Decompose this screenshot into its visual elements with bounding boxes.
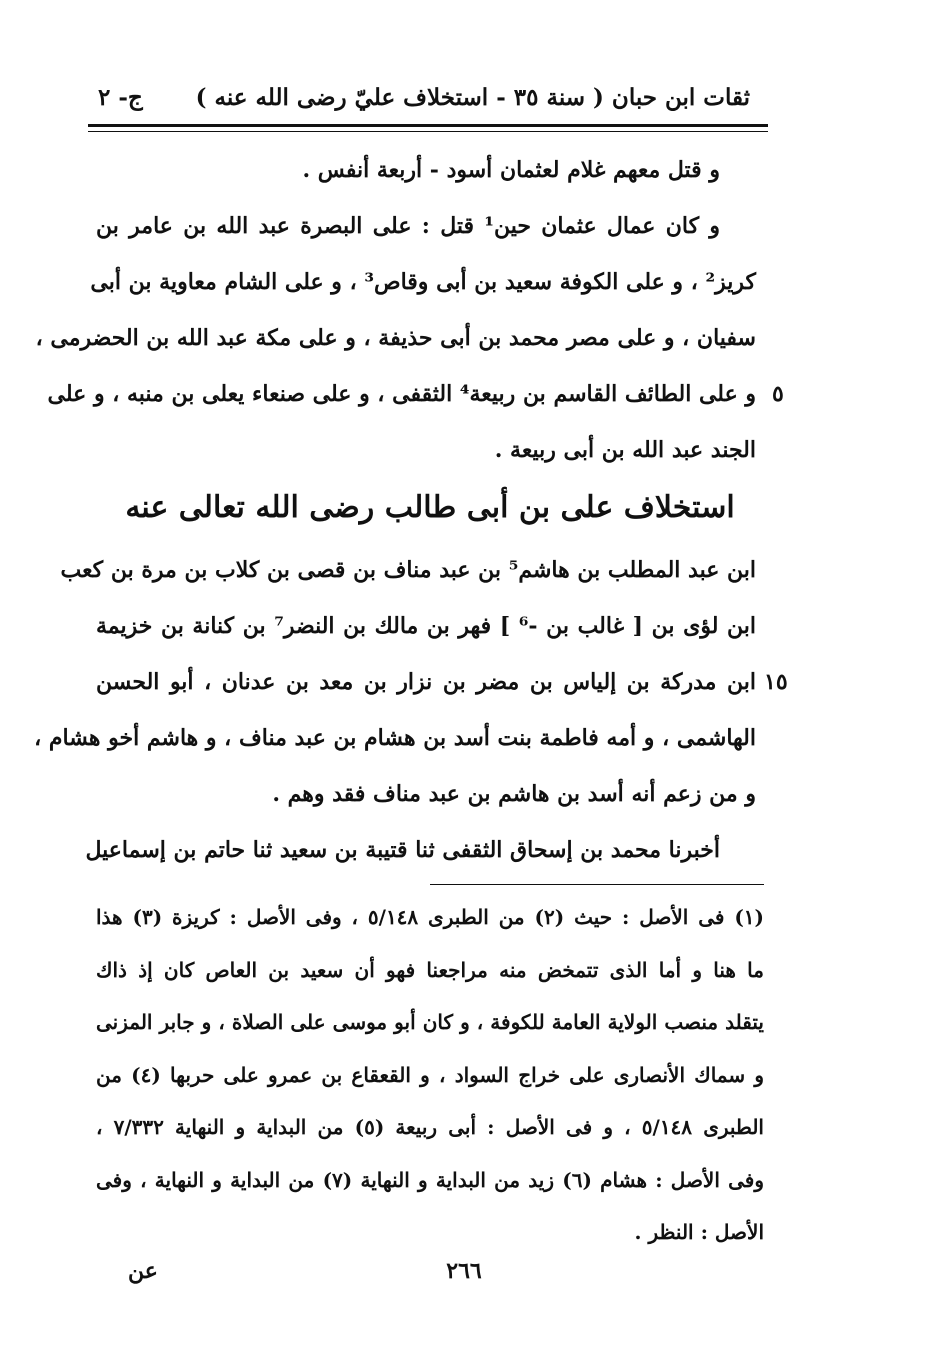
text-line: ابن لؤى بن [ غالب بن -⁶ ] فهر بن مالك بن النضر⁷ بن كنانة بن خزيمة xyxy=(96,613,756,639)
footnote-line: الطبرى ٥/١٤٨ ، و فى الأصل : أبى ربيعة (٥) من البداية و النهاية ٧/٣٣٢ ، xyxy=(96,1115,764,1139)
running-header xyxy=(92,76,764,120)
footnote-rule xyxy=(430,884,764,885)
header-title: ثقات ابن حبان ( سنة ٣٥ - استخلاف عليّ رضى الله عنه ) xyxy=(195,84,750,111)
footnotes xyxy=(96,891,764,1259)
footnote-line: وفى الأصل : هشام (٦) زيد من البداية و النهاية (٧) من البداية و النهاية ، وفى xyxy=(96,1167,765,1192)
text-line: الجند عبد الله بن أبى ربيعة . xyxy=(494,437,756,463)
footnote-line: يتقلد منصب الولاية العامة للكوفة ، و كان أبو موسى على الصلاة ، و جابر المزنى xyxy=(96,1010,764,1034)
page-number: ٢٦٦ xyxy=(446,1258,482,1284)
main-text-top xyxy=(35,142,756,478)
header-rule xyxy=(88,124,768,127)
text-line: و كان عمال عثمان حين¹ قتل : على البصرة عبد الله بن عامر بن xyxy=(96,213,721,239)
catchword: عن xyxy=(128,1258,158,1284)
line-number-15: ١٥ xyxy=(764,669,788,695)
footnote-line: (١) فى الأصل : حيث (٢) من الطبرى ٥/١٤٨ ، وفى الأصل : كريزة (٣) هذا xyxy=(96,905,765,929)
text-line: و قتل معهم غلام لعثمان أسود - أربعة أنفس . xyxy=(302,157,720,183)
text-line: و على الطائف القاسم بن ربيعة⁴ الثقفى ، و على صنعاء يعلى بن منبه ، و على xyxy=(47,381,756,407)
header-rule-thin xyxy=(88,131,768,132)
header-volume: ج- ٢ xyxy=(98,84,143,111)
text-line: ابن مدركة بن إلياس بن مضر بن نزار بن معد بن عدنان ، أبو الحسن xyxy=(96,669,756,695)
footnote-line: و سماك الأنصارى على خراج السواد ، و القعقاع بن عمرو على حربها (٤) من xyxy=(96,1062,764,1087)
footnote-line: الأصل : النظر . xyxy=(634,1220,764,1244)
footnote-line: ما هنا و أما الذى تتمخض منه مراجعنا فهو أن سعيد بن العاص كان إذ ذاك xyxy=(96,957,764,982)
text-line: سفيان ، و على مصر محمد بن أبى حذيفة ، و على مكة عبد الله بن الحضرمى ، xyxy=(35,325,756,351)
text-line: أخبرنا محمد بن إسحاق الثقفى ثنا قتيبة بن سعيد ثنا حاتم بن إسماعيل xyxy=(85,837,720,863)
text-line: ابن عبد المطلب بن هاشم⁵ بن عبد مناف بن قصى بن كلاب بن مرة بن كعب xyxy=(60,557,756,583)
text-line: و من زعم أنه أسد بن هاشم بن عبد مناف فقد وهم . xyxy=(272,781,756,807)
line-number-5: ٥ xyxy=(772,381,784,407)
text-line: الهاشمى ، و أمه فاطمة بنت أسد بن هشام بن عبد مناف ، و هاشم أخو هشام ، xyxy=(34,725,756,751)
text-line: كريز² ، و على الكوفة سعيد بن أبى وقاص³ ، و على الشام معاوية بن أبى xyxy=(90,269,756,295)
section-heading: استخلاف على بن أبى طالب رضى الله تعالى عنه xyxy=(125,490,735,525)
main-text-bottom xyxy=(34,542,756,878)
